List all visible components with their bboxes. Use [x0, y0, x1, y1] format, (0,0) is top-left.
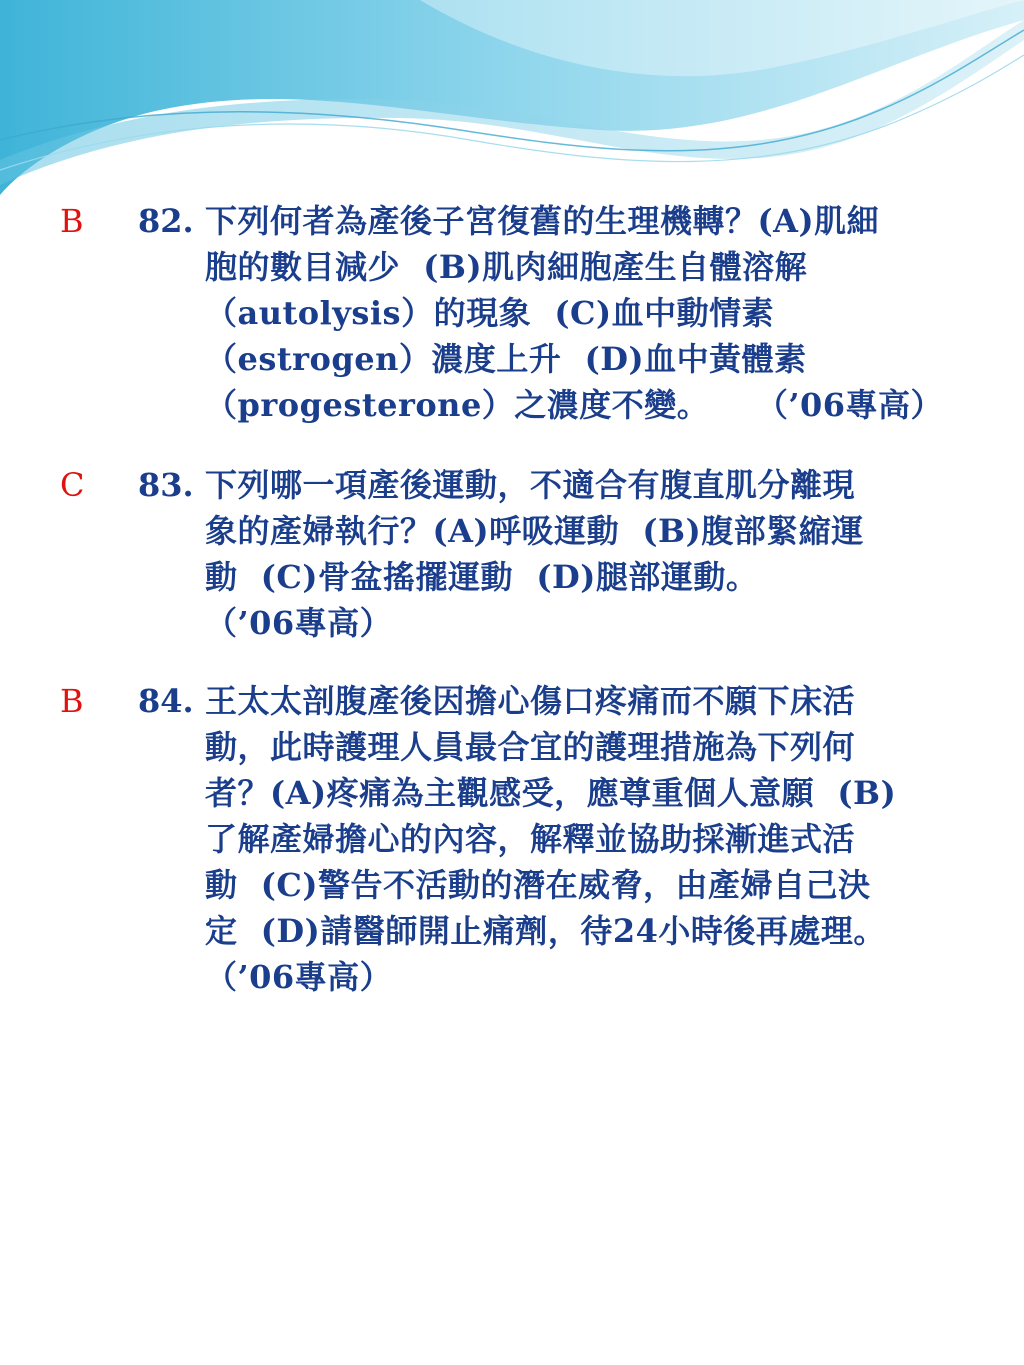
question-line: 下列哪一項產後運動，不適合有腹直肌分離現: [205, 466, 856, 504]
question-number: 84.: [138, 682, 194, 720]
question-line: 象的產婦執行？(A)呼吸運動 (B)腹部緊縮運: [205, 512, 864, 550]
question-line: 者？(A)疼痛為主觀感受，應尊重個人意願 (B): [205, 774, 897, 812]
question-line: 下列何者為產後子宮復舊的生理機轉？(A)肌細: [205, 202, 880, 240]
answer-letter: B: [60, 682, 84, 720]
question-line: （autolysis）的現象 (C)血中動情素: [205, 294, 775, 332]
question-line: （progesterone）之濃度不變。 （’06專高）: [205, 386, 944, 424]
question-line: 王太太剖腹產後因擔心傷口疼痛而不願下床活: [205, 682, 856, 720]
question-line: 胞的數目減少 (B)肌肉細胞產生自體溶解: [205, 248, 808, 286]
question-line: 動 (C)骨盆搖擺運動 (D)腿部運動。: [205, 558, 759, 596]
header-wave-decoration: [0, 0, 1024, 210]
question-text: [205, 678, 1005, 1000]
answer-letter: B: [60, 202, 84, 240]
question-line: 動 (C)警告不活動的潛在威脅，由產婦自己決: [205, 866, 871, 904]
question-line: 定 (D)請醫師開止痛劑，待24小時後再處理。: [205, 912, 886, 950]
question-number: 83.: [138, 466, 194, 504]
question-line: （estrogen）濃度上升 (D)血中黃體素: [205, 340, 807, 378]
question-text: [205, 462, 1005, 646]
question-number: 82.: [138, 202, 194, 240]
question-line: 動，此時護理人員最合宜的護理措施為下列何: [205, 728, 856, 766]
question-text: [205, 198, 1005, 428]
question-line: （’06專高）: [205, 958, 393, 996]
question-line: （’06專高）: [205, 604, 393, 642]
answer-letter: C: [60, 466, 85, 504]
question-line: 了解產婦擔心的內容，解釋並協助採漸進式活: [205, 820, 856, 858]
